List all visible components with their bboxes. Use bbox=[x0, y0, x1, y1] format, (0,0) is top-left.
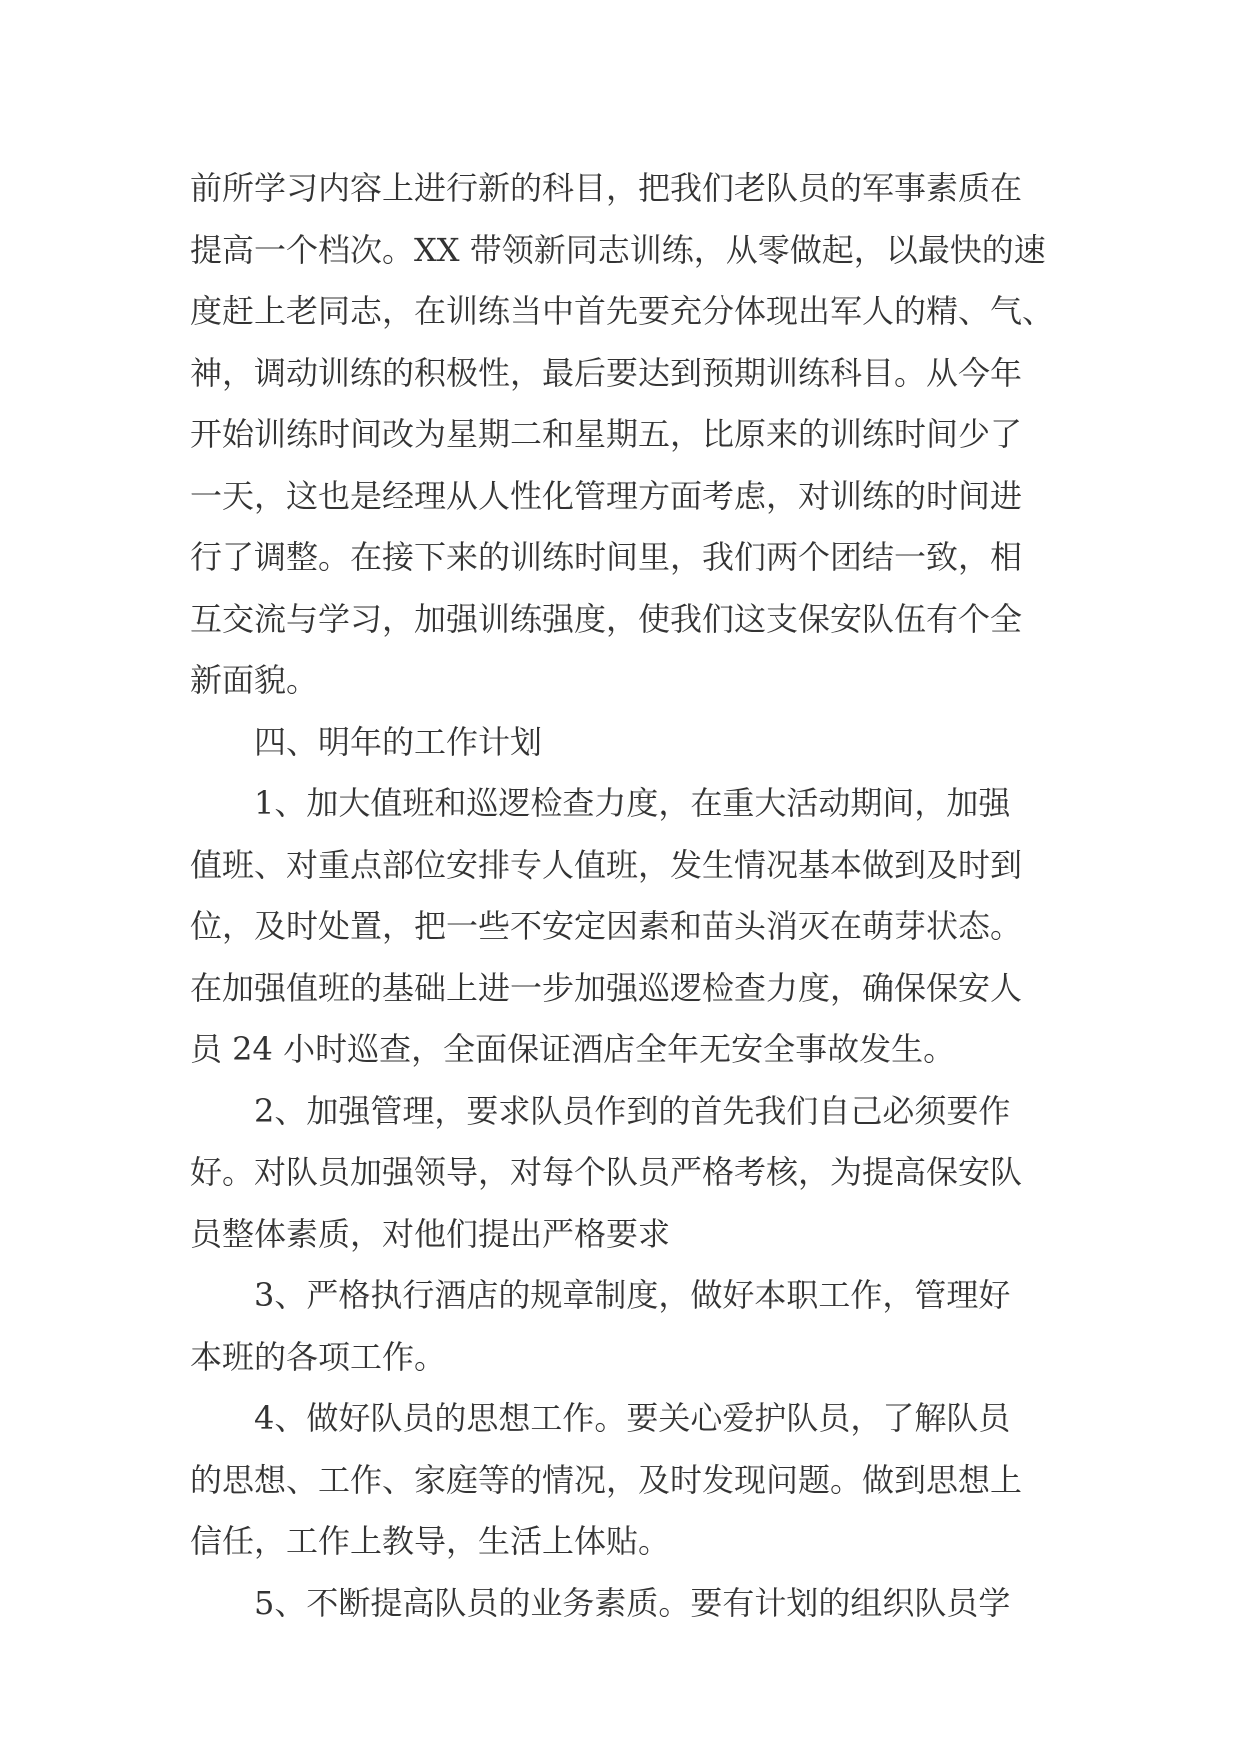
list-item-start: 3、严格执行酒店的规章制度，做好本职工作，管理好 bbox=[254, 1276, 1011, 1314]
body-line: 前所学习内容上进行新的科目，把我们老队员的军事素质在 bbox=[190, 169, 1023, 207]
section-heading: 四、明年的工作计划 bbox=[254, 722, 543, 761]
body-line: 信任，工作上教导，生活上体贴。 bbox=[190, 1522, 671, 1560]
list-item-start: 1、加大值班和巡逻检查力度，在重大活动期间，加强 bbox=[254, 784, 1011, 822]
body-line: 新面貌。 bbox=[190, 661, 319, 699]
body-line: 提高一个档次。XX 带领新同志训练，从零做起，以最快的速 bbox=[190, 230, 1046, 269]
body-line: 度赶上老同志，在训练当中首先要充分体现出军人的精、气、 bbox=[190, 292, 1055, 330]
body-line: 神，调动训练的积极性，最后要达到预期训练科目。从今年 bbox=[190, 353, 1023, 392]
body-line: 值班、对重点部位安排专人值班，发生情况基本做到及时到 bbox=[190, 845, 1023, 884]
body-line: 员整体素质，对他们提出严格要求 bbox=[190, 1214, 671, 1253]
body-line: 好。对队员加强领导，对每个队员严格考核，为提高保安队 bbox=[190, 1153, 1023, 1191]
list-item-start: 2、加强管理，要求队员作到的首先我们自己必须要作 bbox=[254, 1091, 1011, 1130]
body-line: 的思想、工作、家庭等的情况，及时发现问题。做到思想上 bbox=[190, 1460, 1023, 1499]
body-line: 一天，这也是经理从人性化管理方面考虑，对训练的时间进 bbox=[190, 476, 1023, 515]
list-item-start: 5、不断提高队员的业务素质。要有计划的组织队员学 bbox=[254, 1583, 1011, 1622]
body-line: 位，及时处置，把一些不安定因素和苗头消灭在萌芽状态。 bbox=[190, 907, 1023, 945]
list-item-start: 4、做好队员的思想工作。要关心爱护队员，了解队员 bbox=[254, 1399, 1011, 1437]
body-line: 在加强值班的基础上进一步加强巡逻检查力度，确保保安人 bbox=[190, 968, 1023, 1007]
body-line: 员 24 小时巡查，全面保证酒店全年无安全事故发生。 bbox=[190, 1030, 956, 1068]
body-line: 行了调整。在接下来的训练时间里，我们两个团结一致，相 bbox=[190, 538, 1023, 576]
body-line: 本班的各项工作。 bbox=[190, 1337, 447, 1376]
body-line: 开始训练时间改为星期二和星期五，比原来的训练时间少了 bbox=[190, 415, 1023, 453]
body-line: 互交流与学习，加强训练强度，使我们这支保安队伍有个全 bbox=[190, 599, 1023, 638]
document-body bbox=[190, 158, 1060, 1634]
